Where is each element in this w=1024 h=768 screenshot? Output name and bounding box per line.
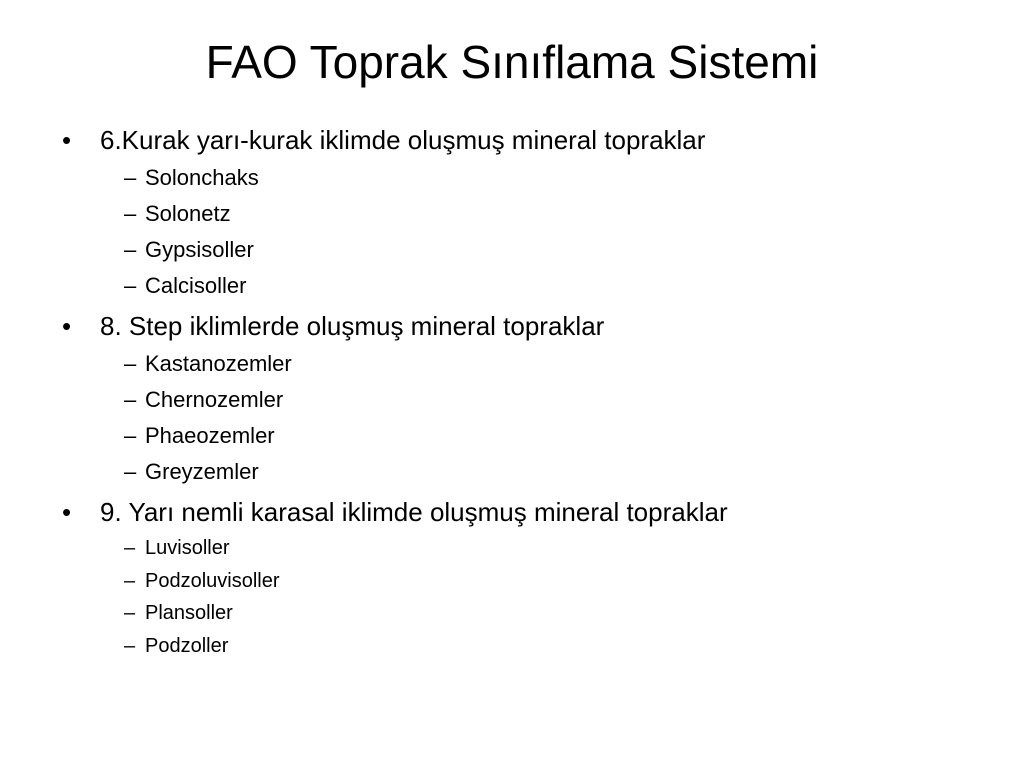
sub-item-text: Solonetz: [145, 201, 231, 226]
dash-icon: –: [124, 459, 137, 484]
sub-list-step: [62, 346, 982, 490]
bullet-text: 9. Yarı nemli karasal iklimde oluşmuş mineral topraklar: [100, 497, 728, 527]
sub-item: [62, 454, 982, 490]
sub-item: [62, 268, 982, 304]
dash-icon: –: [124, 165, 137, 190]
sub-item: [62, 565, 982, 598]
dash-icon: –: [124, 602, 136, 624]
bullet-icon: •: [62, 311, 72, 341]
sub-list-kurak: [62, 160, 982, 304]
sub-item-text: Chernozemler: [145, 387, 284, 412]
sub-item-text: Podzoller: [145, 634, 229, 657]
dash-icon: –: [124, 537, 136, 559]
bullet-item-yari-nemli: [62, 492, 982, 532]
sub-item: [62, 232, 982, 268]
dash-icon: –: [124, 634, 136, 657]
sub-item: [62, 346, 982, 382]
bullet-text: 8. Step iklimlerde oluşmuş mineral topraklar: [100, 311, 605, 341]
dash-icon: –: [124, 237, 137, 262]
sub-item-text: Podzoluvisoller: [145, 569, 280, 592]
dash-icon: –: [124, 273, 137, 298]
sub-item: [62, 196, 982, 232]
sub-item: [62, 532, 982, 565]
sub-item: [62, 630, 982, 663]
bullet-item-step: [62, 306, 982, 346]
dash-icon: –: [124, 201, 137, 226]
sub-item: [62, 382, 982, 418]
bullet-item-kurak: [62, 120, 982, 160]
bullet-text: 6.Kurak yarı-kurak iklimde oluşmuş mineral topraklar: [100, 125, 706, 155]
sub-item-text: Greyzemler: [145, 459, 259, 484]
sub-item: [62, 597, 982, 630]
sub-item-text: Solonchaks: [145, 165, 259, 190]
dash-icon: –: [124, 569, 136, 592]
bullet-icon: •: [62, 125, 72, 155]
sub-item-text: Gypsisoller: [145, 237, 254, 262]
dash-icon: –: [124, 351, 137, 376]
sub-item: [62, 418, 982, 454]
sub-item-text: Calcisoller: [145, 273, 247, 298]
sub-item-text: Phaeozemler: [145, 423, 275, 448]
dash-icon: –: [124, 423, 137, 448]
dash-icon: –: [124, 387, 137, 412]
sub-item-text: Luvisoller: [145, 537, 230, 559]
sub-list-yari-nemli: [62, 532, 982, 662]
sub-item-text: Kastanozemler: [145, 351, 292, 376]
bullet-icon: •: [62, 497, 72, 527]
sub-item-text: Plansoller: [145, 602, 233, 624]
bullet-list: [62, 118, 982, 662]
slide-title: FAO Toprak Sınıflama Sistemi: [205, 36, 819, 88]
sub-item: [62, 160, 982, 196]
